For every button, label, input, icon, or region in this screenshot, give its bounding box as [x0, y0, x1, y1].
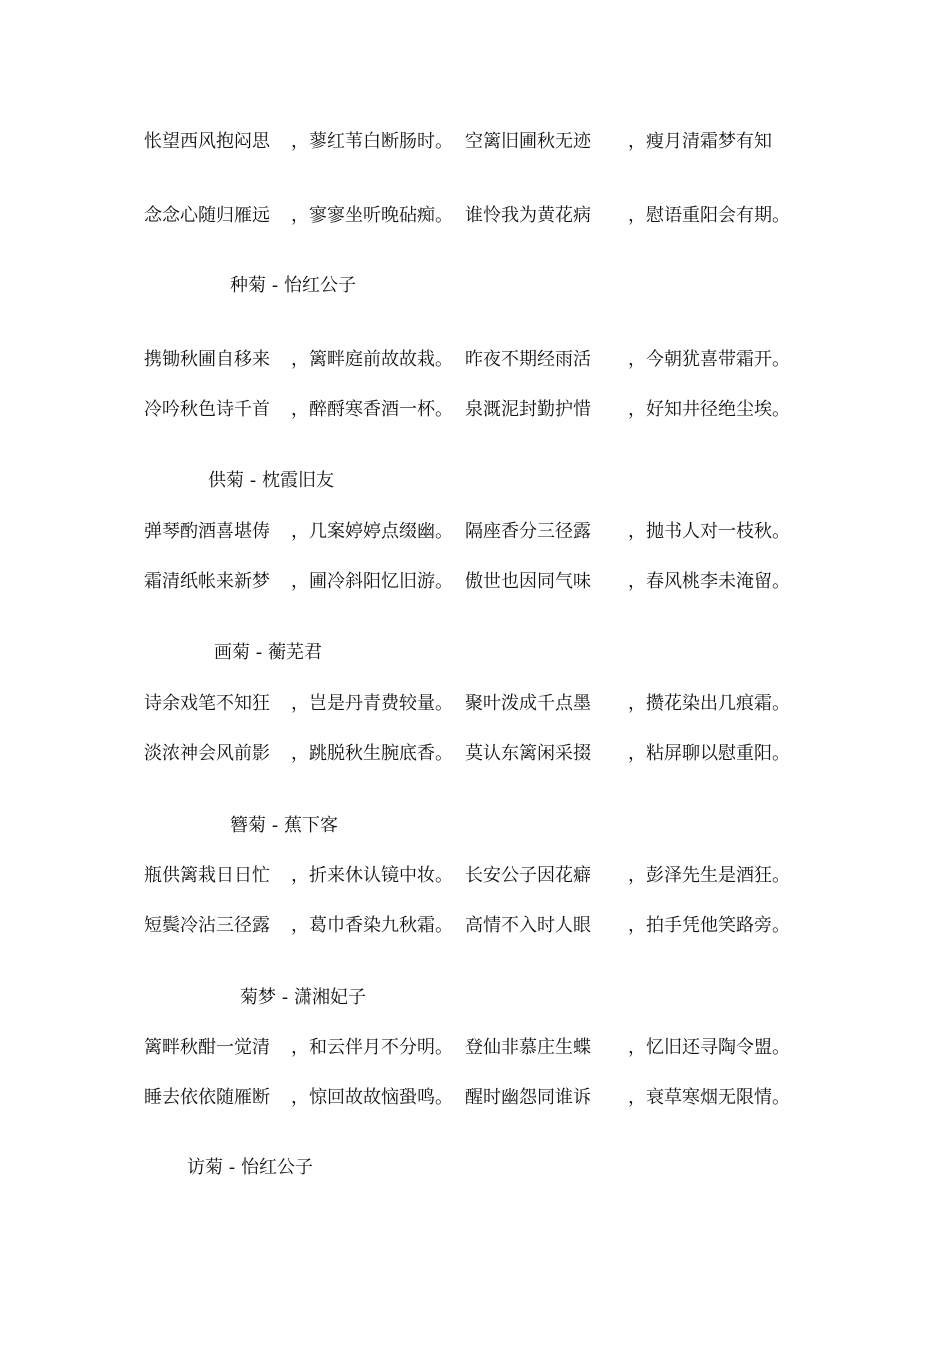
poem-title: 簪菊 - 蕉下客: [230, 815, 338, 836]
line-segment: ，寥寥坐听晚砧痴。: [291, 205, 453, 226]
line-segment: 昨夜不期经雨活: [465, 349, 591, 370]
poem-title: 菊梦 - 潇湘妃子: [240, 987, 366, 1008]
line-segment: 醒时幽怨同谁诉: [465, 1087, 591, 1108]
poem-line: [0, 689, 950, 719]
line-segment: ，好知井径绝尘埃。: [628, 399, 790, 420]
poem-title: 画菊 - 蘅芜君: [214, 642, 322, 663]
line-segment: 泉溉泥封勤护惜: [465, 399, 591, 420]
line-segment: 隔座香分三径露: [465, 521, 591, 542]
line-segment: ，春风桃李未淹留。: [628, 571, 790, 592]
line-segment: ，忆旧还寻陶令盟。: [628, 1037, 790, 1058]
line-segment: 瓶供篱栽日日忙: [144, 865, 270, 886]
line-segment: ，和云伴月不分明。: [291, 1037, 453, 1058]
line-segment: 莫认东篱闲采掇: [465, 743, 591, 764]
line-segment: 睡去依依随雁断: [144, 1087, 270, 1108]
line-segment: ，今朝犹喜带霜开。: [628, 349, 790, 370]
line-segment: 冷吟秋色诗千首: [144, 399, 270, 420]
line-segment: 聚叶泼成千点墨: [465, 693, 591, 714]
line-segment: ，慰语重阳会有期。: [628, 205, 790, 226]
line-segment: ，岂是丹青费较量。: [291, 693, 453, 714]
poem-line: [0, 345, 950, 375]
line-segment: 篱畔秋酣一觉清: [144, 1037, 270, 1058]
line-segment: 高情不入时人眼: [465, 915, 591, 936]
line-segment: 空篱旧圃秋无迹: [465, 131, 591, 152]
poem-line: [0, 1083, 950, 1113]
poem-line: [0, 739, 950, 769]
line-segment: 短鬓冷沾三径露: [144, 915, 270, 936]
poem-line: [0, 395, 950, 425]
poem-title: 供菊 - 枕霞旧友: [208, 470, 334, 491]
line-segment: ，葛巾香染九秋霜。: [291, 915, 453, 936]
poem-line: [0, 861, 950, 891]
line-segment: 谁怜我为黄花病: [465, 205, 591, 226]
line-segment: 携锄秋圃自移来: [144, 349, 270, 370]
poem-line: [0, 517, 950, 547]
line-segment: ，篱畔庭前故故栽。: [291, 349, 453, 370]
line-segment: ，圃冷斜阳忆旧游。: [291, 571, 453, 592]
poem-title: 种菊 - 怡红公子: [230, 275, 356, 296]
line-segment: 傲世也因同气味: [465, 571, 591, 592]
line-segment: ，抛书人对一枝秋。: [628, 521, 790, 542]
poem-line: [0, 127, 950, 157]
line-segment: 霜清纸帐来新梦: [144, 571, 270, 592]
line-segment: ，跳脱秋生腕底香。: [291, 743, 453, 764]
line-segment: 登仙非慕庄生蝶: [465, 1037, 591, 1058]
line-segment: ，惊回故故恼蛩鸣。: [291, 1087, 453, 1108]
line-segment: 弹琴酌酒喜堪俦: [144, 521, 270, 542]
line-segment: ，几案婷婷点缀幽。: [291, 521, 453, 542]
line-segment: 诗余戏笔不知狂: [144, 693, 270, 714]
line-segment: ，彭泽先生是酒狂。: [628, 865, 790, 886]
line-segment: 淡浓神会风前影: [144, 743, 270, 764]
line-segment: ，衰草寒烟无限情。: [628, 1087, 790, 1108]
line-segment: ，蓼红苇白断肠时。: [291, 131, 453, 152]
line-segment: ，折来休认镜中妆。: [291, 865, 453, 886]
line-segment: 长安公子因花癖: [465, 865, 591, 886]
line-segment: 怅望西风抱闷思: [144, 131, 270, 152]
line-segment: ，醉酹寒香酒一杯。: [291, 399, 453, 420]
line-segment: ，瘦月清霜梦有知: [628, 131, 772, 152]
line-segment: ，攒花染出几痕霜。: [628, 693, 790, 714]
poem-line: [0, 201, 950, 231]
poem-title: 访菊 - 怡红公子: [187, 1157, 313, 1178]
poem-line: [0, 911, 950, 941]
line-segment: 念念心随归雁远: [144, 205, 270, 226]
line-segment: ，粘屏聊以慰重阳。: [628, 743, 790, 764]
line-segment: ，拍手凭他笑路旁。: [628, 915, 790, 936]
poem-line: [0, 1033, 950, 1063]
poem-line: [0, 567, 950, 597]
